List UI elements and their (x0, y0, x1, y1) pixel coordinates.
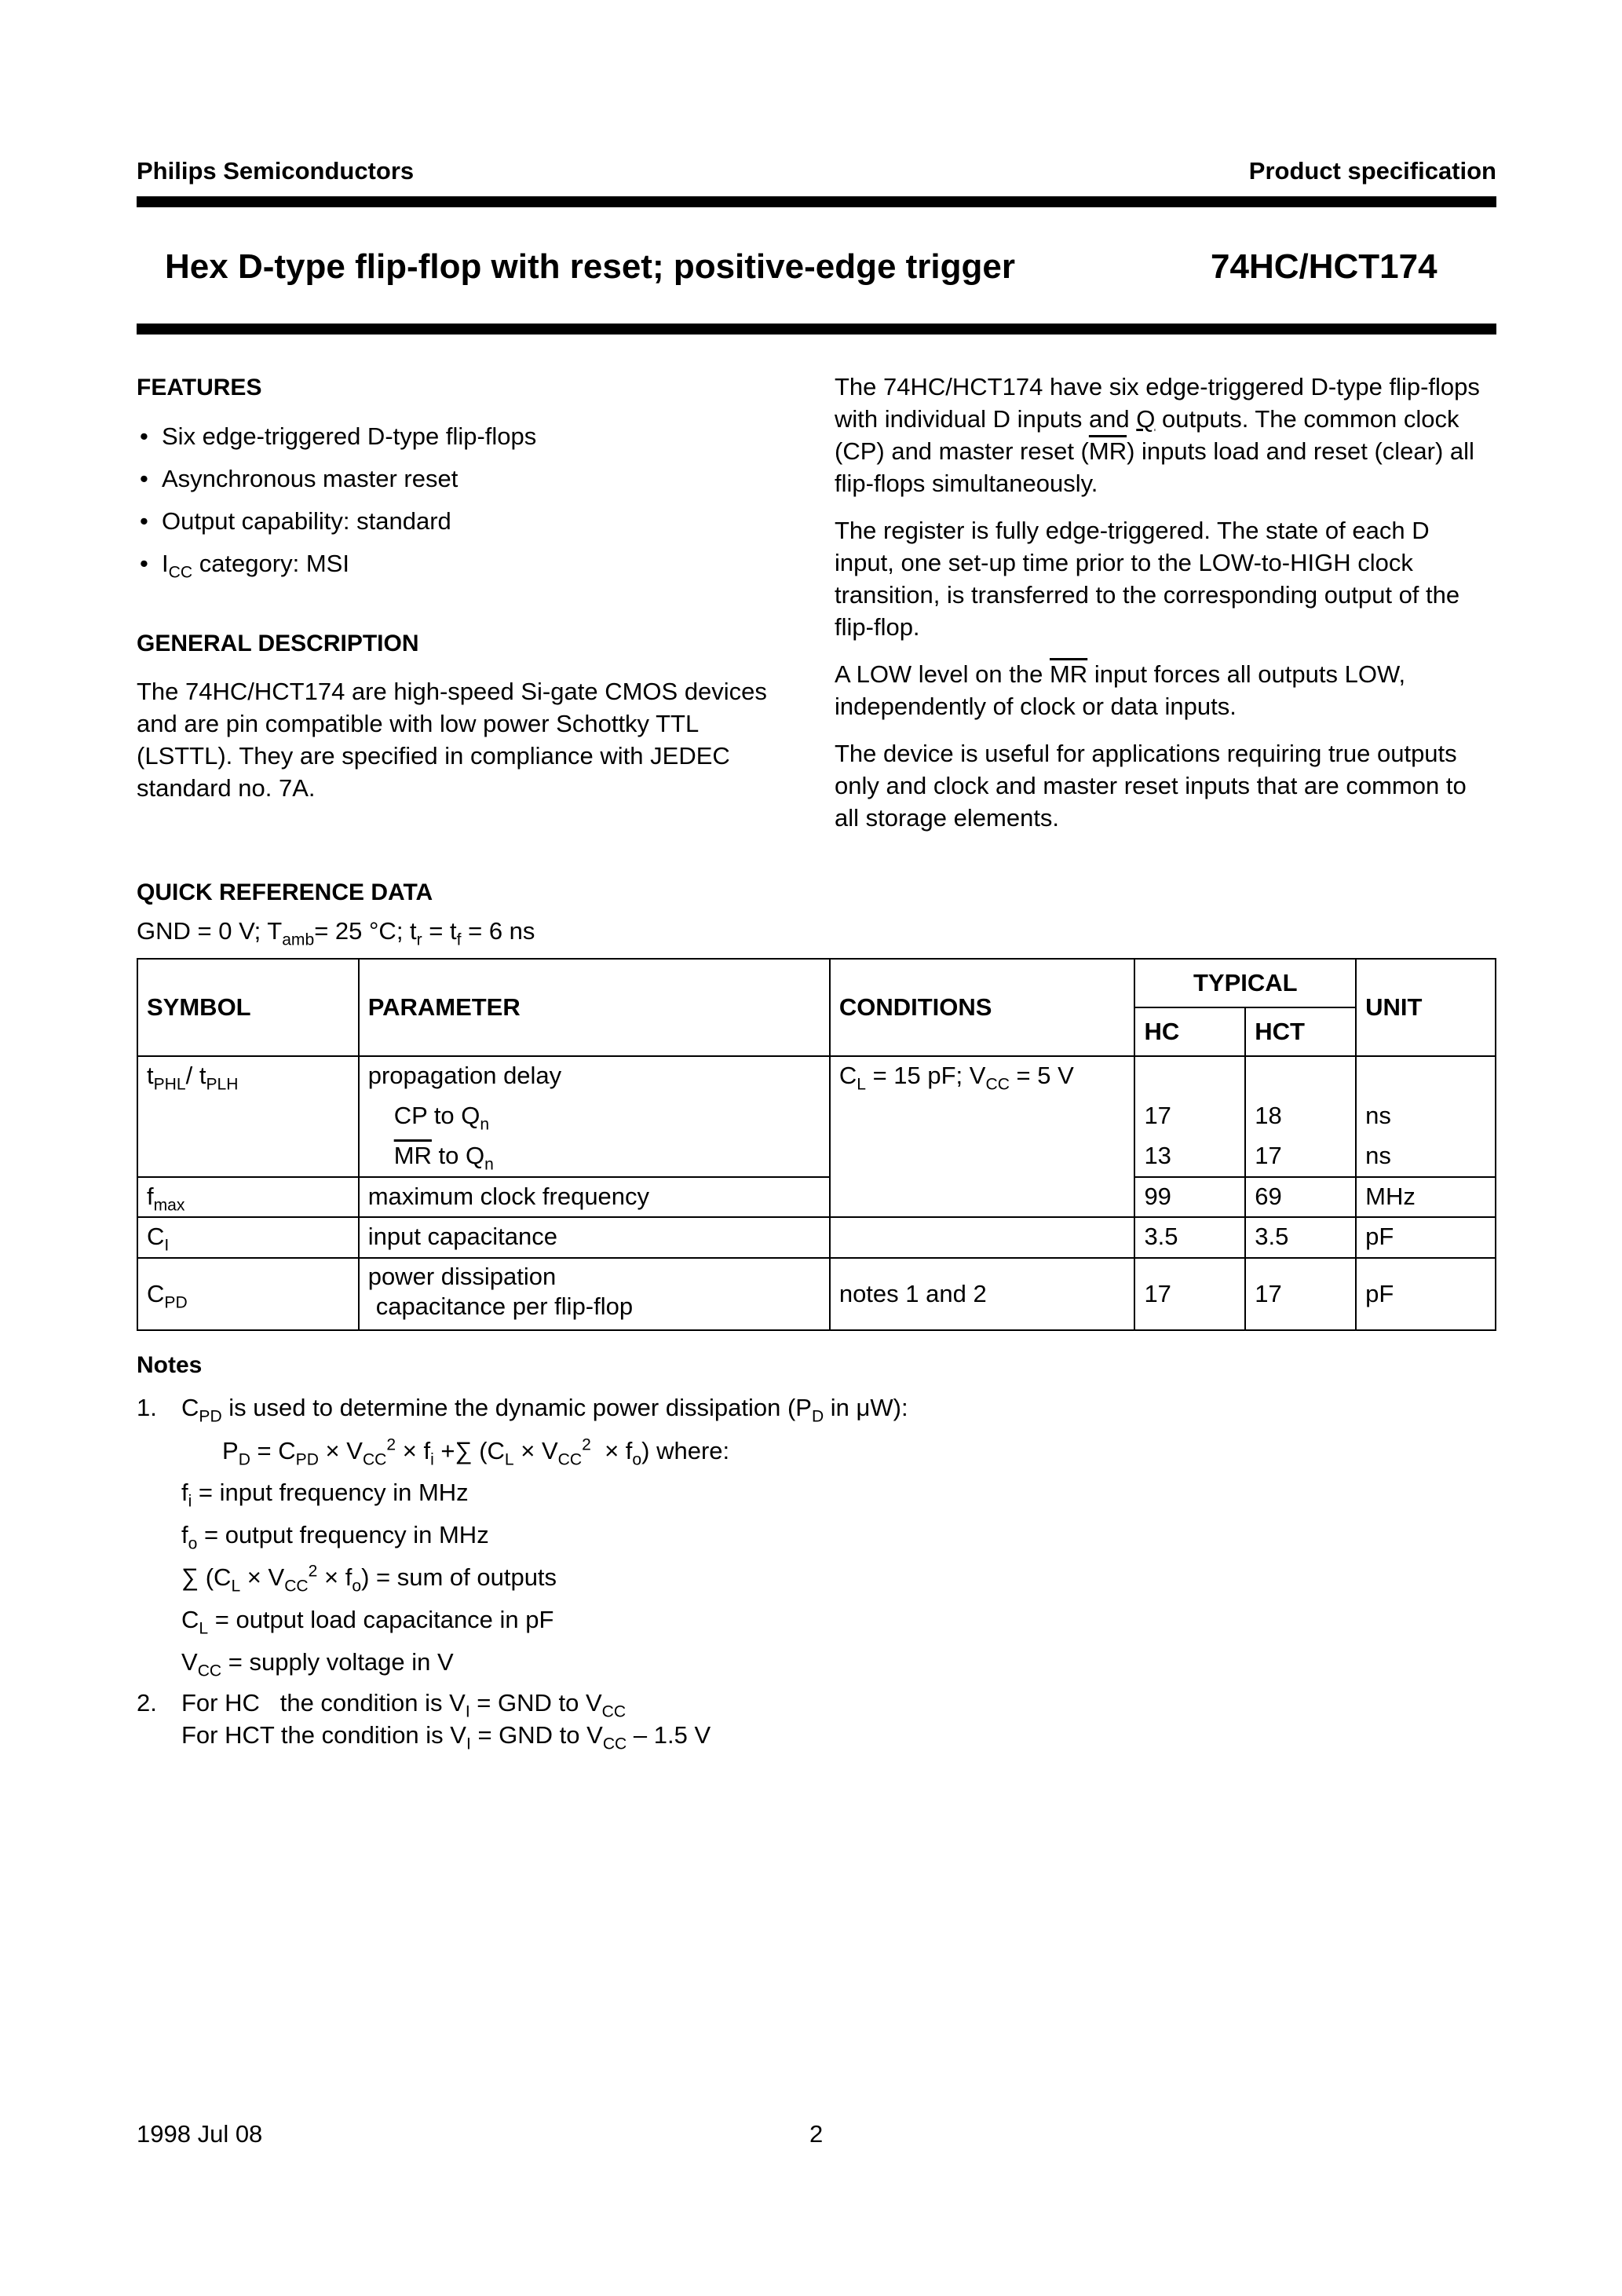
page-title: Hex D-type flip-flop with reset; positive-edge trigger (165, 247, 1016, 286)
page-number: 2 (809, 2120, 824, 2148)
general-description-text: The 74HC/HCT174 are high-speed Si-gate CMOS devices and are pin compatible with low power Schottky TTL (LSTTL). They are specified in compliance with JEDEC standard no. 7A. (137, 678, 767, 802)
note-1-sum: ∑ $(C_L \times V_{CC}^2 \times f_o)$ = sum of outputs (181, 1562, 557, 1596)
mr-hc-value: 13 (1134, 1137, 1245, 1177)
tphl-symbol: $t_{PHL}/$ $t_{PLH}$ (137, 1056, 359, 1177)
note-2-number: 2. (137, 1689, 157, 1717)
quick-reference-heading: QUICK REFERENCE DATA (137, 879, 433, 905)
cp-unit: ns (1356, 1097, 1496, 1137)
cpd-hct-value: 17 (1245, 1258, 1356, 1330)
footer-date: 1998 Jul 08 (137, 2120, 263, 2148)
list-item: • Six edge-triggered D-type flip-flops (137, 420, 796, 462)
ci-hct-value: 3.5 (1245, 1217, 1356, 1258)
description-paragraph-3: A LOW level on the $\overline{MR}$ input forces all outputs LOW, independently of clock or data inputs. (835, 660, 1406, 720)
table-row (137, 1056, 1496, 1097)
table-row (137, 1177, 1496, 1217)
fmax-symbol: $f_{max}$ (137, 1177, 359, 1217)
general-description-heading: GENERAL DESCRIPTION (137, 631, 419, 656)
company-name: Philips Semiconductors (137, 157, 415, 185)
ci-hc-value: 3.5 (1134, 1217, 1245, 1258)
part-number: 74HC/HCT174 (1211, 247, 1438, 286)
fmax-hc-value: 99 (1134, 1177, 1245, 1217)
fmax-hct-value: 69 (1245, 1177, 1356, 1217)
ci-unit: pF (1356, 1217, 1496, 1258)
features-list (137, 420, 796, 590)
table-header-row (137, 959, 1496, 1007)
notes-heading: Notes (137, 1352, 203, 1378)
description-paragraph-1: The 74HC/HCT174 have six edge-triggered D-type flip-flops with individual D inputs and Q outputs. The common clock (CP) and master reset $(\overline{MR})$ inputs load and reset (clear) all flip-flops simultaneously. (835, 373, 1480, 497)
symbol-column-header: SYMBOL (137, 959, 359, 1056)
mr-parameter: $\overline{MR}$ to $Q_n$ (359, 1137, 830, 1177)
list-item: • Output capability: standard (137, 505, 796, 547)
unit-column-header: UNIT (1356, 959, 1496, 1056)
description-paragraph-4: The device is useful for applications requiring true outputs only and clock and master reset inputs that are common to all storage elements. (835, 740, 1467, 832)
parameter-column-header: PARAMETER (359, 959, 830, 1056)
table-row (137, 1258, 1496, 1330)
typical-column-header: TYPICAL (1134, 959, 1356, 1007)
cpd-conditions: notes 1 and 2 (830, 1258, 1135, 1330)
fmax-parameter: maximum clock frequency (359, 1177, 830, 1217)
list-item: • $I_{CC}$ category: MSI (137, 547, 796, 590)
list-item: • Asynchronous master reset (137, 462, 796, 505)
conditions-column-header: CONDITIONS (830, 959, 1135, 1056)
ci-parameter: input capacitance (359, 1217, 830, 1258)
cpd-symbol: $C_{PD}$ (137, 1258, 359, 1330)
cp-hc-value: 17 (1134, 1097, 1245, 1137)
mr-unit: ns (1356, 1137, 1496, 1177)
description-paragraph-2: The register is fully edge-triggered. The state of each D input, one set-up time prior to the LOW-to-HIGH clock transition, is transferred to the corresponding output of the flip-flop. (835, 517, 1460, 641)
note-1-formula: $P_D = C_{PD} \times V_{CC}^2 \times f_i$ +∑ $(C_L \times V_{CC}^2 \times f_o)$ where: (222, 1435, 730, 1469)
tphl-parameter: propagation delay (359, 1056, 830, 1097)
cp-parameter: CP to $Q_n$ (359, 1097, 830, 1137)
mr-hct-value: 17 (1245, 1137, 1356, 1177)
header-rule-top (137, 196, 1496, 207)
header-rule-bottom (137, 324, 1496, 335)
note-1-number: 1. (137, 1394, 157, 1421)
description-right-column (835, 371, 1496, 849)
cpd-hc-value: 17 (1134, 1258, 1245, 1330)
document-type: Product specification (1248, 157, 1496, 185)
cpd-parameter: power dissipation capacitance per flip-flop (359, 1258, 830, 1330)
table-row (137, 1217, 1496, 1258)
note-2-line-2: For HCT the condition is $V_I$ = GND to $V_{CC} - 1.5$ V (181, 1721, 711, 1753)
features-heading: FEATURES (137, 375, 262, 400)
hc-column-header: HC (1134, 1007, 1245, 1056)
note-1-text: $C_{PD}$ is used to determine the dynamic power dissipation ($P_D$ in μW): (181, 1394, 908, 1426)
quick-reference-table (137, 958, 1496, 1331)
tphl-conditions: $C_L = 15$ pF; $V_{CC} = 5$ V (830, 1056, 1135, 1217)
cpd-unit: pF (1356, 1258, 1496, 1330)
note-1-fo: $f_o$ = output frequency in MHz (181, 1521, 489, 1553)
quick-reference-conditions: GND = 0 V; $T_{amb}= 25$ °C; $t_r = t_f = 6$ ns (137, 917, 535, 949)
hct-column-header: HCT (1245, 1007, 1356, 1056)
ci-symbol: $C_I$ (137, 1217, 359, 1258)
cp-hct-value: 18 (1245, 1097, 1356, 1137)
note-1-cl: $C_L$ = output load capacitance in pF (181, 1606, 554, 1638)
note-1-fi: $f_i$ = input frequency in MHz (181, 1479, 469, 1511)
note-1-vcc: $V_{CC}$ = supply voltage in V (181, 1648, 454, 1680)
fmax-unit: MHz (1356, 1177, 1496, 1217)
note-2-line-1: For HC the condition is $V_I$ = GND to $V_{CC}$ (181, 1689, 627, 1721)
